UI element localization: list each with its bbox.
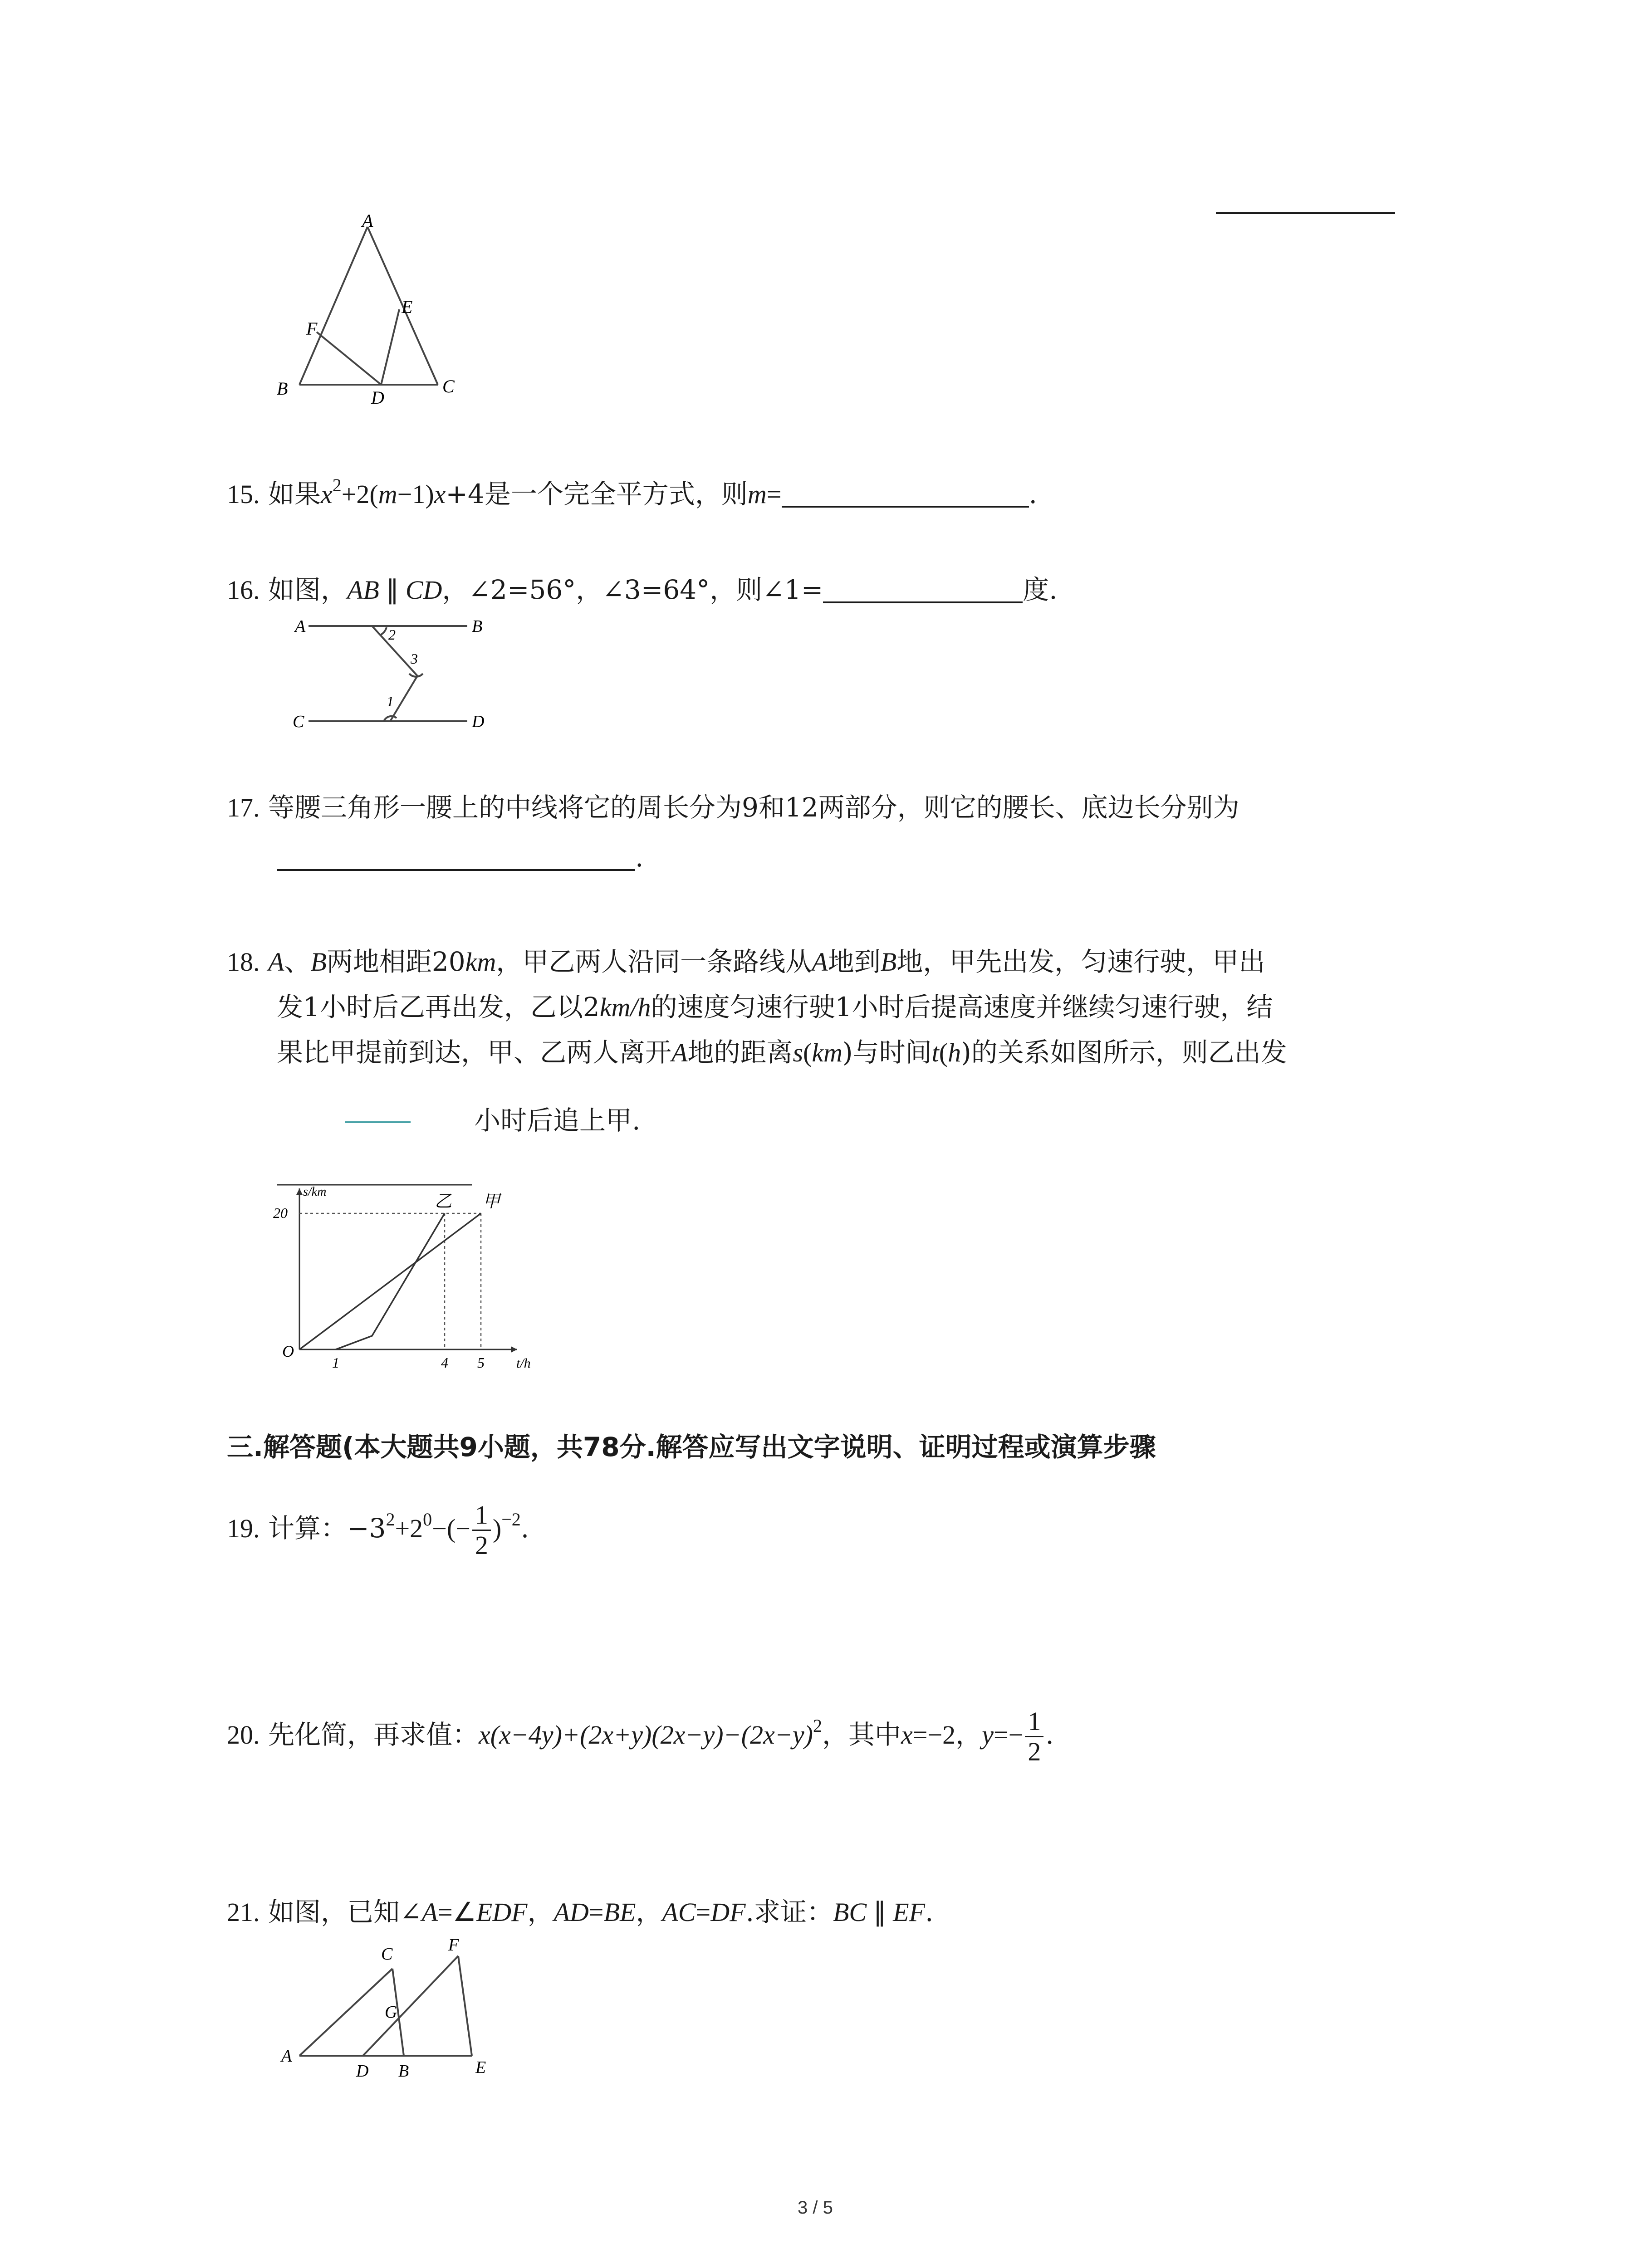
section-heading-3: 三.解答题(本大题共9小题，共78分.解答应写出文字说明、证明过程或演算步骤 bbox=[227, 1432, 1156, 1462]
fig16-angle-1: 1 bbox=[387, 693, 394, 709]
question-17: 17. 等腰三角形一腰上的中线将它的周长分为9和12两部分，则它的腰长、底边长分别为 bbox=[227, 792, 1239, 823]
x-tick-label-1: 1 bbox=[332, 1354, 339, 1371]
x-tick-label-4: 4 bbox=[441, 1354, 448, 1371]
answer-blank-q15[interactable] bbox=[782, 474, 1029, 508]
question-21: 21. 如图，已知∠A=∠EDF，AD=BE，AC=DF.求证：BC ∥ EF. bbox=[227, 1897, 934, 1927]
origin-label: O bbox=[282, 1342, 294, 1360]
page-number: 3 / 5 bbox=[798, 2198, 833, 2218]
fig14-label-a: A bbox=[362, 213, 373, 231]
fig21-label-e: E bbox=[475, 2058, 486, 2077]
answer-blank-q17[interactable] bbox=[277, 837, 635, 871]
fig14-label-d: D bbox=[371, 387, 384, 408]
chart-q18-distance-time bbox=[263, 1175, 544, 1383]
fig14-label-c: C bbox=[442, 376, 455, 396]
fig16-label-b: B bbox=[472, 617, 483, 636]
fig21-label-g: G bbox=[385, 2003, 397, 2022]
y-tick-label-20: 20 bbox=[273, 1205, 288, 1221]
question-16: 16. 如图，AB ∥ CD，∠2=56°，∠3=64°，则∠1= 度. bbox=[227, 567, 1058, 613]
answer-blank-q18[interactable] bbox=[345, 1121, 411, 1123]
fig21-label-d: D bbox=[356, 2062, 369, 2081]
figure-q21-triangles bbox=[272, 1937, 526, 2082]
question-20: 20. 先化简，再求值：$x(x-4y)+(2x+y)(2x-y)-(2x-y)^2$，其中x=−2，y=− $\frac{1}{2}$ . bbox=[227, 1706, 1054, 1767]
series-line-1 bbox=[299, 1213, 481, 1349]
question-18-line-4: 小时后追上甲. bbox=[474, 1105, 641, 1136]
fig16-label-d: D bbox=[472, 712, 485, 731]
fig16-label-c: C bbox=[293, 712, 304, 731]
fig21-label-c: C bbox=[381, 1945, 393, 1964]
x-axis-arrow bbox=[511, 1346, 517, 1353]
fig21-label-a: A bbox=[281, 2047, 292, 2066]
series-label-1: 甲 bbox=[483, 1192, 500, 1211]
fraction-one-half: $\frac{1}{2}$ bbox=[472, 1501, 491, 1560]
x-tick-label-5: 5 bbox=[477, 1354, 485, 1371]
figure-q16-parallel-lines bbox=[281, 610, 499, 737]
fig21-label-f: F bbox=[448, 1937, 459, 1955]
question-18-line-3: 果比甲提前到达，甲、乙两人离开A地的距离s(km)与时间t(h)的关系如图所示，则乙出发 bbox=[277, 1037, 1287, 1068]
question-19: 19. 计算：$-3^2+2^0-(-$ $\frac{1}{2}$ )$^{-2}$. bbox=[227, 1500, 529, 1560]
fig16-label-a: A bbox=[295, 617, 306, 636]
figure-q14-triangle bbox=[268, 213, 467, 408]
fig16-angle-3: 3 bbox=[411, 650, 418, 667]
fig14-label-f: F bbox=[306, 318, 318, 339]
y-axis-label: s/km bbox=[303, 1185, 327, 1199]
x-axis-label: t/h bbox=[516, 1356, 531, 1371]
fraction-one-half: $\frac{1}{2}$ bbox=[1025, 1707, 1043, 1766]
series-label-2: 乙 bbox=[435, 1192, 452, 1211]
fig21-label-b: B bbox=[398, 2062, 409, 2081]
question-18-line-2: 发1小时后乙再出发，乙以2km/h的速度匀速行驶1小时后提高速度并继续匀速行驶，结 bbox=[277, 992, 1273, 1022]
fig14-label-b: B bbox=[277, 378, 288, 399]
question-15: 15. 如果$x^2+2(m-1)x+4$是一个完全平方式，则m= . bbox=[227, 475, 1037, 509]
y-axis-arrow bbox=[296, 1188, 303, 1195]
fig14-label-e: E bbox=[402, 297, 413, 317]
answer-blank-q14[interactable] bbox=[1216, 212, 1395, 214]
answer-blank-q16[interactable] bbox=[823, 570, 1023, 603]
question-18-line-1: 18. A、B两地相距20km，甲乙两人沿同一条路线从A地到B地，甲先出发，匀速行驶，甲出 bbox=[227, 946, 1265, 977]
question-17-answer-line: . bbox=[277, 835, 643, 880]
fig16-angle-2: 2 bbox=[388, 626, 396, 643]
